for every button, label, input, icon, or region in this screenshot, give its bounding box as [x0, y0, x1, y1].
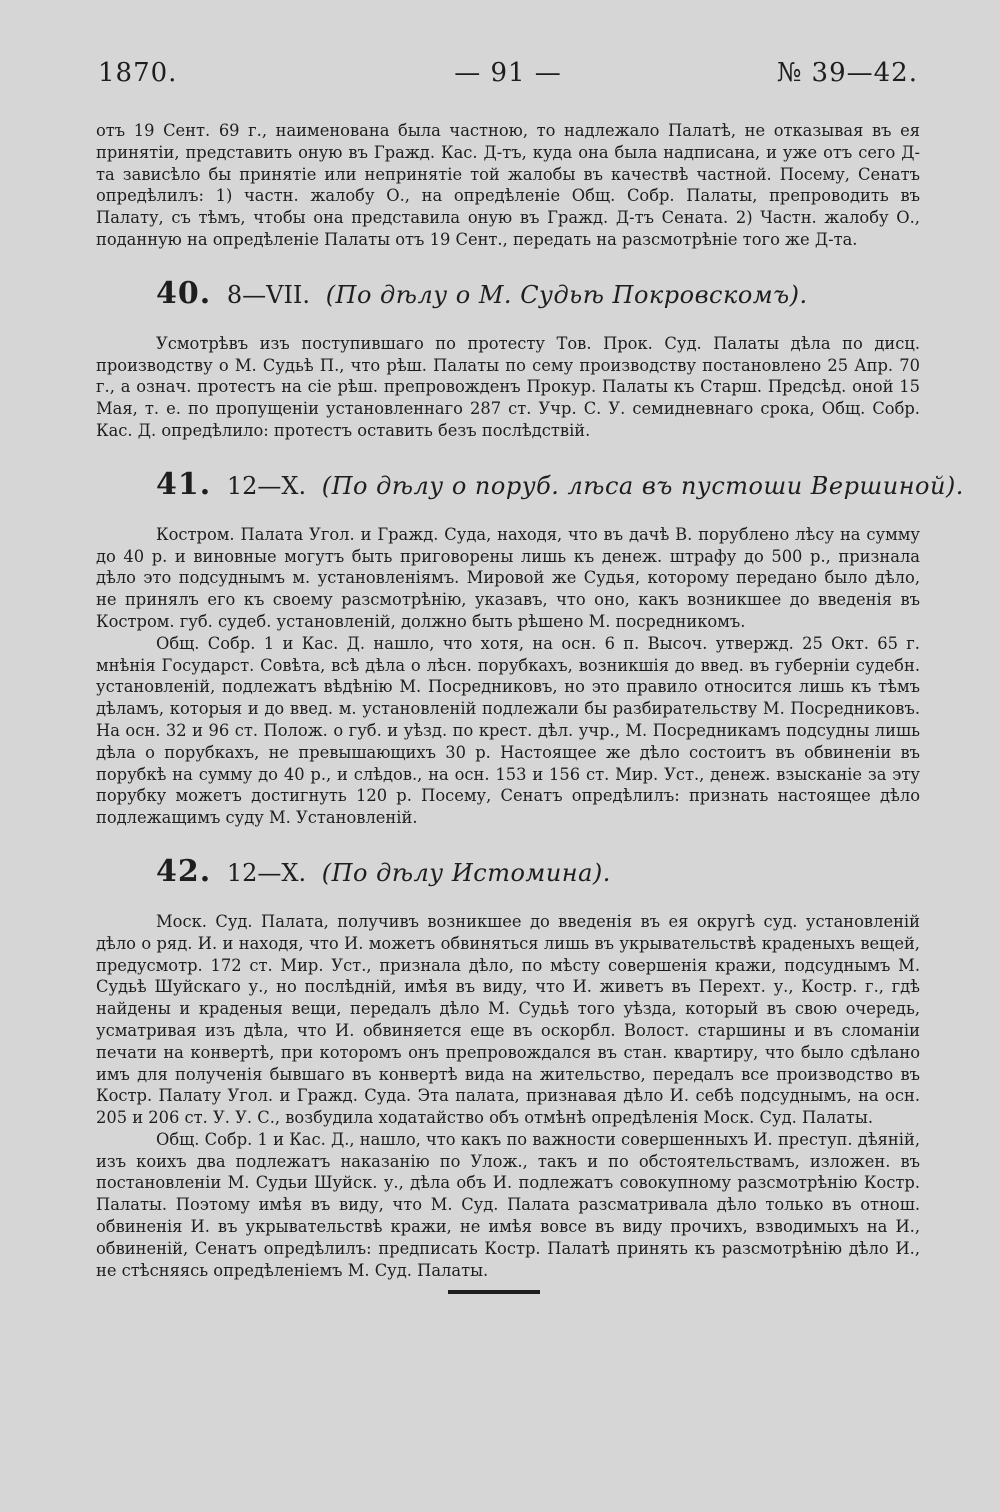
running-header: [98, 58, 918, 94]
header-year: 1870.: [98, 58, 178, 88]
section-number: 42.: [156, 853, 212, 889]
section-date: 8—VII.: [226, 280, 311, 309]
header-case-numbers: № 39—42.: [776, 58, 918, 88]
section-number: 40.: [156, 275, 212, 311]
page-body: [96, 120, 964, 1281]
section-subject: (По дѣлу Истомина).: [321, 858, 611, 887]
section-paragraph: Моск. Суд. Палата, получивъ возникшее до введенія въ ея округѣ суд. установленій дѣло о ряд. И. и находя, что И. можетъ обвиняться лишь въ укрывательствѣ краденыхъ вещей, предусмотр. 172 ст. Мир. Уст., признала дѣло, по мѣсту совершенія кражи, подсуднымъ М. Судьѣ Шуйскаго у., но послѣдній, имѣя въ виду, что И. живетъ въ Перехт. у., Костр. г., гдѣ найдены и краденыя вещи, передалъ дѣло М. Судьѣ того уѣзда, который въ свою очередь, усматривая изъ дѣла, что И. обвиняется еще въ оскорбл. Волост. старшины и въ сломаніи печати на конвертѣ, при которомъ онъ препровождался въ стан. квартиру, что было сдѣлано имъ для полученія бывшаго въ конвертѣ вида на жительство, передалъ все производство въ Костр. Палату Угол. и Гражд. Суда. Эта палата, признавая дѣло И. себѣ подсуднымъ, на осн. 205 и 206 ст. У. У. С., возбудила ходатайство объ отмѣнѣ опредѣленія Моск. Суд. Палаты.: [96, 911, 920, 1128]
section-paragraph: Усмотрѣвъ изъ поступившаго по протесту Тов. Прок. Суд. Палаты дѣла по дисц. производству о М. Судьѣ П., что рѣш. Палаты по сему производству постановлено 25 Апр. 70 г., а означ. протестъ на сіе рѣш. препровожденъ Прокур. Палаты къ Старш. Предсѣд. оной 15 Мая, т. е. по пропущеніи установленнаго 287 ст. Учр. С. У. семидневнаго срока, Общ. Собр. Кас. Д. опредѣлило: протестъ оставить безъ послѣдствій.: [96, 333, 920, 440]
closing-rule: [448, 1290, 540, 1294]
section-subject: (По дѣлу о поруб. лѣса въ пустоши Вершиной).: [321, 471, 964, 500]
section-paragraph: Костром. Палата Угол. и Гражд. Суда, находя, что въ дачѣ В. порублено лѣсу на сумму до 40 р. и виновные могутъ быть приговорены лишь къ денеж. штрафу до 500 р., признала дѣло это подсуднымъ м. установленіямъ. Мировой же Судья, которому передано было дѣло, не принялъ его къ своему разсмотрѣнію, указавъ, что оно, какъ возникшее до введенія въ Костром. губ. судеб. установленій, должно быть рѣшено М. посредникомъ.: [96, 524, 920, 631]
page-number: — 91 —: [454, 58, 562, 88]
section-date: 12—X.: [226, 858, 307, 887]
section-heading: [96, 464, 964, 506]
section-42: [96, 851, 920, 1282]
section-heading: [96, 273, 920, 315]
section-number: 41.: [156, 466, 212, 502]
section-41: [96, 464, 964, 829]
intro-paragraph: отъ 19 Сент. 69 г., наименована была частною, то надлежало Палатѣ, не отказывая въ ея принятіи, представить оную въ Гражд. Кас. Д-тъ, куда она была надписана, и уже отъ сего Д-та зависѣло бы принятіе или непринятіе той жалобы въ качествѣ частной. Посему, Сенатъ опредѣлилъ: 1) частн. жалобу О., на опредѣленіе Общ. Собр. Палаты, препроводить въ Палату, съ тѣмъ, чтобы она представила оную въ Гражд. Д-тъ Сената. 2) Частн. жалобу О., поданную на опредѣленіе Палаты отъ 19 Сент., передать на разсмотрѣніе того же Д-та.: [96, 121, 920, 249]
section-paragraph: Общ. Собр. 1 и Кас. Д., нашло, что какъ по важности совершенныхъ И. преступ. дѣяній, изъ коихъ два подлежатъ наказанію по Улож., такъ и по обстоятельствамъ, изложен. въ постановленіи М. Судьи Шуйск. у., дѣла объ И. подлежатъ совокупному разсмотрѣнію Костр. Палаты. Поэтому имѣя въ виду, что М. Суд. Палата разсматривала дѣло только въ отнош. обвиненія И. въ укрывательствѣ кражи, не имѣя вовсе въ виду прочихъ, взводимыхъ на И., обвиненій, Сенатъ опредѣлилъ: предписать Костр. Палатѣ принять къ разсмотрѣнію дѣло И., не стѣсняясь опредѣленіемъ М. Суд. Палаты.: [96, 1129, 920, 1280]
section-subject: (По дѣлу о М. Судьѣ Покровскомъ).: [325, 280, 808, 309]
section-date: 12—X.: [226, 471, 307, 500]
section-paragraph: Общ. Собр. 1 и Кас. Д. нашло, что хотя, на осн. 6 п. Высоч. утвержд. 25 Окт. 65 г. мнѣнія Государст. Совѣта, всѣ дѣла о лѣсн. порубкахъ, возникшія до введ. въ губерніи судебн. установленій, подлежатъ вѣдѣнію М. Посредниковъ, но это правило относится лишь къ тѣмъ дѣламъ, которыя и до введ. м. установленій подлежали бы разбирательству М. Посредниковъ. На осн. 32 и 96 ст. Полож. о губ. и уѣзд. по крест. дѣл. учр., М. Посредникамъ подсудны лишь дѣла о порубкахъ, не превышающихъ 30 р. Настоящее же дѣло состоитъ въ обвиненіи въ порубкѣ на сумму до 40 р., и слѣдов., на осн. 153 и 156 ст. Мир. Уст., денеж. взысканіе за эту порубку можетъ достигнуть 120 р. Посему, Сенатъ опредѣлилъ: признать настоящее дѣло подлежащимъ суду М. Установленій.: [96, 633, 920, 828]
section-40: [96, 273, 920, 442]
section-heading: [96, 851, 920, 893]
